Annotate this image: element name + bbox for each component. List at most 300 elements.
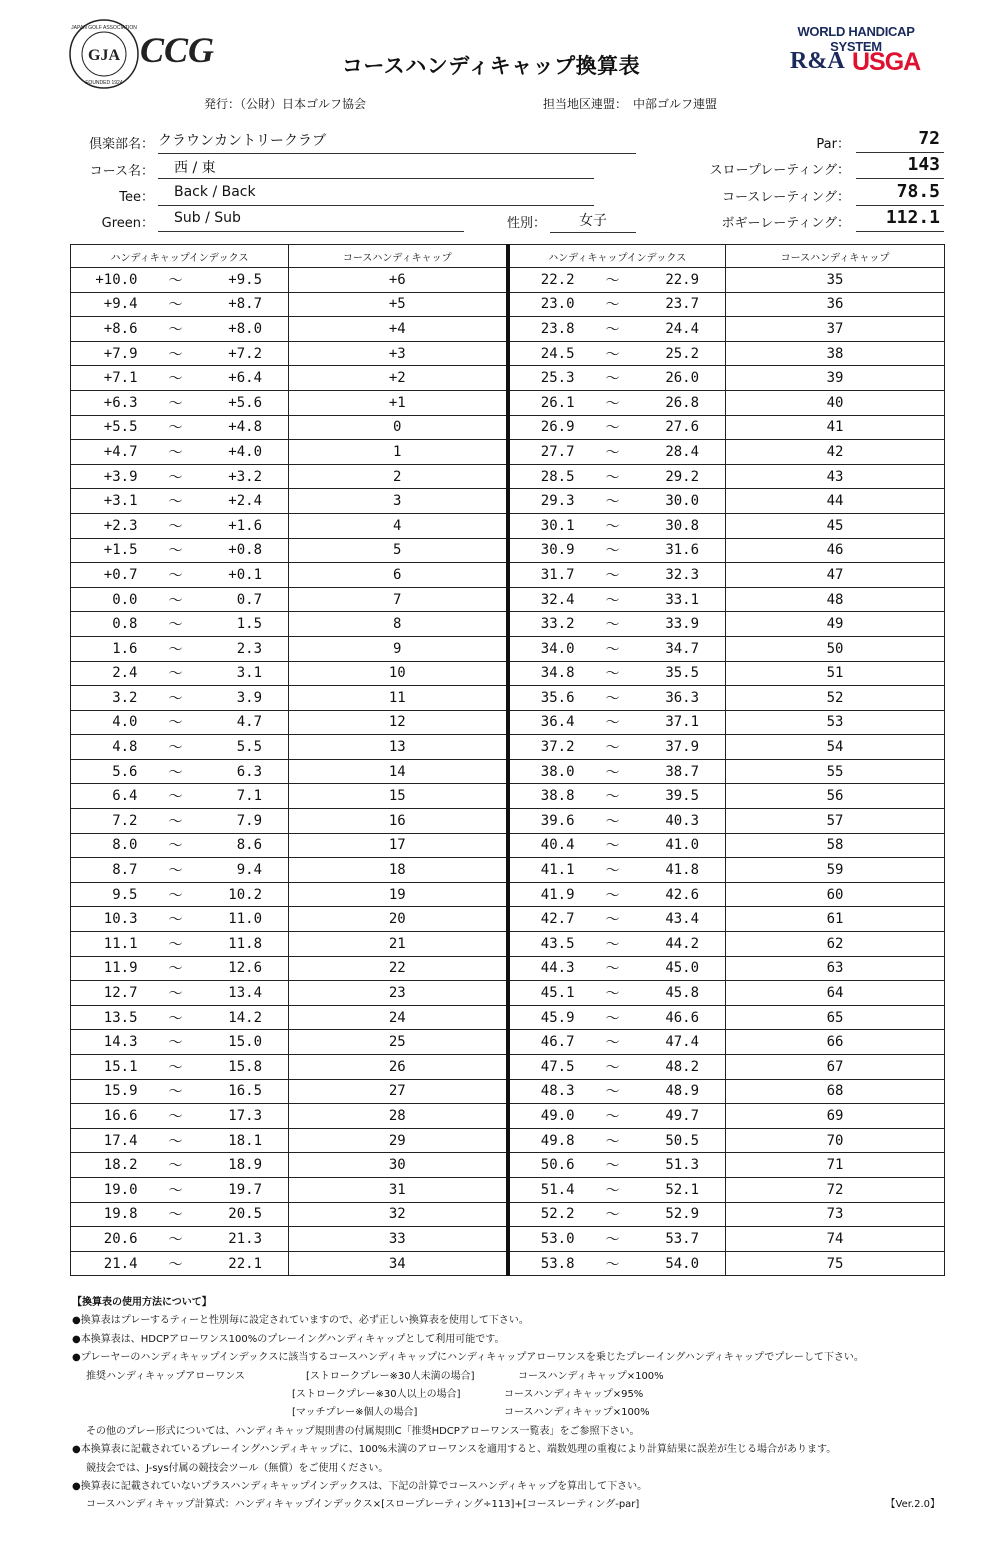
- hi-to-cell: 23.7: [643, 292, 726, 317]
- range-tilde: ～: [146, 612, 206, 637]
- range-tilde: ～: [583, 759, 643, 784]
- course-handicap-cell: 23: [289, 981, 508, 1006]
- hi-from-cell: 29.3: [508, 489, 583, 514]
- range-tilde: ～: [583, 1055, 643, 1080]
- course-handicap-cell: 62: [726, 932, 945, 957]
- hi-from-cell: 45.1: [508, 981, 583, 1006]
- course-handicap-cell: 54: [726, 735, 945, 760]
- course-handicap-cell: 4: [289, 513, 508, 538]
- table-row: [71, 735, 945, 760]
- course-handicap-cell: 2: [289, 464, 508, 489]
- table-row: [71, 268, 945, 293]
- hi-to-cell: 53.7: [643, 1227, 726, 1252]
- course-handicap-cell: 67: [726, 1055, 945, 1080]
- hi-from-cell: 18.2: [71, 1153, 146, 1178]
- table-row: [71, 390, 945, 415]
- hi-to-cell: +8.0: [206, 317, 289, 342]
- course-handicap-cell: 19: [289, 882, 508, 907]
- note-4: ●本換算表に記載されているプレーイングハンディキャップに、100%未満のアローワンスを適用すると、端数処理の重複により計算結果に誤差が生じる場合があります。: [72, 1444, 837, 1456]
- course-handicap-cell: 37: [726, 317, 945, 342]
- whs-logo-text: WORLD HANDICAP SYSTEM: [797, 24, 915, 54]
- slope-value: 143: [856, 154, 944, 179]
- range-tilde: ～: [146, 710, 206, 735]
- range-tilde: ～: [146, 882, 206, 907]
- bogey-rating-value: 112.1: [856, 207, 944, 232]
- range-tilde: ～: [146, 1005, 206, 1030]
- table-row: [71, 292, 945, 317]
- hi-to-cell: 32.3: [643, 563, 726, 588]
- svg-text:GJA: GJA: [88, 47, 120, 64]
- range-tilde: ～: [583, 317, 643, 342]
- table-row: [71, 1202, 945, 1227]
- hi-from-cell: 37.2: [508, 735, 583, 760]
- hi-from-cell: 11.1: [71, 932, 146, 957]
- hi-from-cell: +1.5: [71, 538, 146, 563]
- hi-to-cell: 1.5: [206, 612, 289, 637]
- hi-to-cell: 24.4: [643, 317, 726, 342]
- allowance-case-1: [ストロークプレー※30人未満の場合]: [306, 1370, 475, 1382]
- range-tilde: ～: [146, 1177, 206, 1202]
- hi-to-cell: 22.9: [643, 268, 726, 293]
- hi-to-cell: 5.5: [206, 735, 289, 760]
- hi-from-cell: 51.4: [508, 1177, 583, 1202]
- course-handicap-cell: 52: [726, 686, 945, 711]
- hi-from-cell: 2.4: [71, 661, 146, 686]
- district: 担当地区連盟： 中部ゴルフ連盟: [543, 97, 718, 111]
- course-handicap-cell: 73: [726, 1202, 945, 1227]
- table-row: [71, 612, 945, 637]
- hi-to-cell: 18.9: [206, 1153, 289, 1178]
- allowance-value-2: コースハンディキャップ×95%: [504, 1389, 644, 1401]
- hi-from-cell: 12.7: [71, 981, 146, 1006]
- course-handicap-cell: 27: [289, 1079, 508, 1104]
- hi-from-cell: 16.6: [71, 1104, 146, 1129]
- range-tilde: ～: [146, 513, 206, 538]
- hi-from-cell: 35.6: [508, 686, 583, 711]
- hi-from-cell: +3.1: [71, 489, 146, 514]
- hi-from-cell: 26.1: [508, 390, 583, 415]
- hi-to-cell: 10.2: [206, 882, 289, 907]
- range-tilde: ～: [583, 268, 643, 293]
- hi-to-cell: 17.3: [206, 1104, 289, 1129]
- hi-from-cell: 30.9: [508, 538, 583, 563]
- hi-from-cell: +9.4: [71, 292, 146, 317]
- range-tilde: ～: [583, 464, 643, 489]
- range-tilde: ～: [583, 1005, 643, 1030]
- range-tilde: ～: [146, 735, 206, 760]
- header-hi-left: ハンディキャップインデックス: [71, 245, 289, 268]
- course-handicap-cell: 61: [726, 907, 945, 932]
- hi-from-cell: 8.7: [71, 858, 146, 883]
- table-row: [71, 538, 945, 563]
- hi-from-cell: 49.8: [508, 1128, 583, 1153]
- table-header: [71, 245, 945, 268]
- range-tilde: ～: [583, 341, 643, 366]
- course-handicap-cell: 56: [726, 784, 945, 809]
- course-handicap-cell: 43: [726, 464, 945, 489]
- course-handicap-cell: 12: [289, 710, 508, 735]
- hi-from-cell: 41.9: [508, 882, 583, 907]
- hi-to-cell: 15.0: [206, 1030, 289, 1055]
- hi-to-cell: 7.1: [206, 784, 289, 809]
- course-handicap-cell: 39: [726, 366, 945, 391]
- range-tilde: ～: [146, 317, 206, 342]
- allowance-case-3: [マッチプレー※個人の場合]: [292, 1407, 418, 1419]
- course-handicap-cell: 1: [289, 440, 508, 465]
- course-handicap-cell: 51: [726, 661, 945, 686]
- range-tilde: ～: [146, 341, 206, 366]
- range-tilde: ～: [146, 759, 206, 784]
- table-row: [71, 366, 945, 391]
- hi-from-cell: 33.2: [508, 612, 583, 637]
- hi-from-cell: 10.3: [71, 907, 146, 932]
- hi-from-cell: 30.1: [508, 513, 583, 538]
- hi-from-cell: 1.6: [71, 636, 146, 661]
- hi-to-cell: 33.1: [643, 587, 726, 612]
- hi-from-cell: 49.0: [508, 1104, 583, 1129]
- range-tilde: ～: [583, 563, 643, 588]
- range-tilde: ～: [146, 784, 206, 809]
- course-handicap-cell: +3: [289, 341, 508, 366]
- hi-to-cell: +5.6: [206, 390, 289, 415]
- hi-to-cell: 30.8: [643, 513, 726, 538]
- hi-from-cell: 5.6: [71, 759, 146, 784]
- hi-to-cell: 27.6: [643, 415, 726, 440]
- table-row: [71, 513, 945, 538]
- course-handicap-cell: 6: [289, 563, 508, 588]
- course-handicap-cell: 36: [726, 292, 945, 317]
- course-handicap-cell: 9: [289, 636, 508, 661]
- table-row: [71, 1055, 945, 1080]
- course-handicap-cell: 38: [726, 341, 945, 366]
- table-row: [71, 1153, 945, 1178]
- course-handicap-cell: 68: [726, 1079, 945, 1104]
- ra-logo-text: R&A: [790, 48, 845, 74]
- table-row: [71, 858, 945, 883]
- course-handicap-cell: 28: [289, 1104, 508, 1129]
- table-row: [71, 341, 945, 366]
- course-handicap-cell: 50: [726, 636, 945, 661]
- hi-to-cell: 51.3: [643, 1153, 726, 1178]
- course-handicap-cell: 71: [726, 1153, 945, 1178]
- hi-to-cell: 19.7: [206, 1177, 289, 1202]
- hi-to-cell: 26.0: [643, 366, 726, 391]
- hi-to-cell: 47.4: [643, 1030, 726, 1055]
- course-handicap-cell: 35: [726, 268, 945, 293]
- hi-from-cell: 6.4: [71, 784, 146, 809]
- hi-from-cell: 53.8: [508, 1251, 583, 1276]
- hi-to-cell: 40.3: [643, 809, 726, 834]
- range-tilde: ～: [146, 636, 206, 661]
- hi-to-cell: 48.9: [643, 1079, 726, 1104]
- hi-to-cell: 29.2: [643, 464, 726, 489]
- range-tilde: ～: [583, 1128, 643, 1153]
- hi-from-cell: +8.6: [71, 317, 146, 342]
- course-handicap-cell: +4: [289, 317, 508, 342]
- table-row: [71, 563, 945, 588]
- hi-from-cell: 3.2: [71, 686, 146, 711]
- hi-from-cell: 46.7: [508, 1030, 583, 1055]
- hi-from-cell: 34.0: [508, 636, 583, 661]
- hi-from-cell: 44.3: [508, 956, 583, 981]
- course-handicap-cell: 48: [726, 587, 945, 612]
- hi-to-cell: 28.4: [643, 440, 726, 465]
- hi-from-cell: 19.0: [71, 1177, 146, 1202]
- hi-to-cell: +0.8: [206, 538, 289, 563]
- hi-to-cell: 42.6: [643, 882, 726, 907]
- hi-to-cell: 11.8: [206, 932, 289, 957]
- range-tilde: ～: [146, 661, 206, 686]
- range-tilde: ～: [583, 1079, 643, 1104]
- hi-from-cell: 34.8: [508, 661, 583, 686]
- conversion-table: [70, 244, 945, 1276]
- course-handicap-cell: 41: [726, 415, 945, 440]
- hi-to-cell: +4.8: [206, 415, 289, 440]
- table-row: [71, 784, 945, 809]
- range-tilde: ～: [583, 661, 643, 686]
- range-tilde: ～: [583, 932, 643, 957]
- hi-to-cell: 11.0: [206, 907, 289, 932]
- hi-from-cell: 4.0: [71, 710, 146, 735]
- table-row: [71, 1251, 945, 1276]
- course-handicap-cell: +6: [289, 268, 508, 293]
- hi-to-cell: +3.2: [206, 464, 289, 489]
- hi-to-cell: 37.9: [643, 735, 726, 760]
- tee-value: Back / Back: [158, 184, 594, 206]
- range-tilde: ～: [146, 981, 206, 1006]
- course-handicap-cell: 60: [726, 882, 945, 907]
- hi-to-cell: 21.3: [206, 1227, 289, 1252]
- range-tilde: ～: [583, 735, 643, 760]
- hi-to-cell: 43.4: [643, 907, 726, 932]
- allowance-case-2: [ストロークプレー※30人以上の場合]: [292, 1389, 461, 1401]
- hi-to-cell: 14.2: [206, 1005, 289, 1030]
- course-handicap-cell: 45: [726, 513, 945, 538]
- note-2: ●本換算表は、HDCPアローワンス100%のプレーイングハンディキャップとして利用可能です。: [72, 1333, 505, 1345]
- course-label: コース名：: [89, 164, 154, 179]
- hi-from-cell: 36.4: [508, 710, 583, 735]
- course-handicap-cell: 72: [726, 1177, 945, 1202]
- hi-from-cell: 25.3: [508, 366, 583, 391]
- table-row: [71, 317, 945, 342]
- hi-to-cell: 46.6: [643, 1005, 726, 1030]
- hi-from-cell: 45.9: [508, 1005, 583, 1030]
- hi-from-cell: 38.0: [508, 759, 583, 784]
- course-handicap-cell: 59: [726, 858, 945, 883]
- course-value: 西 / 東: [158, 157, 594, 179]
- allowance-row-2: [72, 1386, 952, 1404]
- course-handicap-cell: 32: [289, 1202, 508, 1227]
- hi-from-cell: +4.7: [71, 440, 146, 465]
- course-handicap-cell: 55: [726, 759, 945, 784]
- course-handicap-cell: 21: [289, 932, 508, 957]
- hi-from-cell: +7.1: [71, 366, 146, 391]
- range-tilde: ～: [146, 464, 206, 489]
- range-tilde: ～: [146, 686, 206, 711]
- hi-from-cell: 11.9: [71, 956, 146, 981]
- hi-to-cell: 26.8: [643, 390, 726, 415]
- hi-to-cell: 52.1: [643, 1177, 726, 1202]
- course-handicap-cell: 29: [289, 1128, 508, 1153]
- usga-logo-text: USGA: [852, 48, 921, 76]
- hi-to-cell: 44.2: [643, 932, 726, 957]
- table-row: [71, 833, 945, 858]
- table-row: [71, 686, 945, 711]
- range-tilde: ～: [583, 686, 643, 711]
- range-tilde: ～: [146, 390, 206, 415]
- hi-from-cell: +6.3: [71, 390, 146, 415]
- svg-text:JAPAN GOLF ASSOCIATION: JAPAN GOLF ASSOCIATION: [71, 25, 137, 31]
- course-handicap-cell: 70: [726, 1128, 945, 1153]
- allowance-label: 推奨ハンディキャップアローワンス: [86, 1370, 245, 1382]
- range-tilde: ～: [583, 440, 643, 465]
- hi-to-cell: 45.8: [643, 981, 726, 1006]
- range-tilde: ～: [146, 538, 206, 563]
- table-row: [71, 587, 945, 612]
- range-tilde: ～: [583, 1153, 643, 1178]
- hi-from-cell: 14.3: [71, 1030, 146, 1055]
- table-row: [71, 464, 945, 489]
- course-handicap-cell: 74: [726, 1227, 945, 1252]
- range-tilde: ～: [583, 858, 643, 883]
- hi-to-cell: 22.1: [206, 1251, 289, 1276]
- range-tilde: ～: [583, 415, 643, 440]
- range-tilde: ～: [583, 612, 643, 637]
- table-row: [71, 1227, 945, 1252]
- range-tilde: ～: [583, 1177, 643, 1202]
- hi-to-cell: 39.5: [643, 784, 726, 809]
- hi-to-cell: 33.9: [643, 612, 726, 637]
- allowance-row-3: [72, 1404, 952, 1422]
- hi-from-cell: 23.8: [508, 317, 583, 342]
- hi-from-cell: 32.4: [508, 587, 583, 612]
- range-tilde: ～: [583, 882, 643, 907]
- course-handicap-cell: 16: [289, 809, 508, 834]
- hi-from-cell: 24.5: [508, 341, 583, 366]
- hi-to-cell: +0.1: [206, 563, 289, 588]
- range-tilde: ～: [146, 366, 206, 391]
- club-label: 倶楽部名：: [88, 137, 154, 152]
- header-ch-left: コースハンディキャップ: [289, 245, 508, 268]
- course-handicap-cell: 75: [726, 1251, 945, 1276]
- hi-to-cell: 12.6: [206, 956, 289, 981]
- header-ch-right: コースハンディキャップ: [726, 245, 945, 268]
- range-tilde: ～: [583, 1030, 643, 1055]
- table-row: [71, 882, 945, 907]
- hi-to-cell: +8.7: [206, 292, 289, 317]
- course-handicap-cell: +2: [289, 366, 508, 391]
- range-tilde: ～: [146, 587, 206, 612]
- hi-to-cell: 48.2: [643, 1055, 726, 1080]
- range-tilde: ～: [583, 366, 643, 391]
- course-handicap-cell: 5: [289, 538, 508, 563]
- course-handicap-cell: 18: [289, 858, 508, 883]
- table-row: [71, 1079, 945, 1104]
- allowance-value-1: コースハンディキャップ×100%: [518, 1370, 664, 1382]
- svg-text:CCG: CCG: [139, 30, 215, 70]
- hi-from-cell: 15.1: [71, 1055, 146, 1080]
- course-handicap-cell: +1: [289, 390, 508, 415]
- course-handicap-cell: 24: [289, 1005, 508, 1030]
- hi-from-cell: 38.8: [508, 784, 583, 809]
- table-row: [71, 981, 945, 1006]
- hi-to-cell: 16.5: [206, 1079, 289, 1104]
- hi-to-cell: 41.8: [643, 858, 726, 883]
- range-tilde: ～: [583, 636, 643, 661]
- hi-to-cell: +9.5: [206, 268, 289, 293]
- table-row: [71, 1005, 945, 1030]
- par-label: Par：: [816, 137, 850, 152]
- range-tilde: ～: [146, 1055, 206, 1080]
- course-rating-value: 78.5: [856, 181, 944, 206]
- range-tilde: ～: [583, 538, 643, 563]
- course-handicap-cell: 42: [726, 440, 945, 465]
- course-handicap-cell: 8: [289, 612, 508, 637]
- hi-to-cell: +2.4: [206, 489, 289, 514]
- course-handicap-cell: 14: [289, 759, 508, 784]
- hi-from-cell: 40.4: [508, 833, 583, 858]
- tee-label: Tee：: [119, 190, 154, 205]
- course-handicap-cell: 40: [726, 390, 945, 415]
- hi-to-cell: 6.3: [206, 759, 289, 784]
- gender-label: 性別：: [506, 216, 546, 231]
- range-tilde: ～: [583, 1251, 643, 1276]
- course-handicap-cell: 46: [726, 538, 945, 563]
- hi-to-cell: +6.4: [206, 366, 289, 391]
- svg-text:FOUNDED 1924: FOUNDED 1924: [85, 80, 123, 86]
- range-tilde: ～: [146, 833, 206, 858]
- hi-to-cell: 0.7: [206, 587, 289, 612]
- allowance-row-1: [72, 1368, 952, 1386]
- note-4b: 競技会では、J-sys付属の競技会ツール（無償）をご使用ください。: [86, 1462, 389, 1474]
- course-handicap-cell: 20: [289, 907, 508, 932]
- hi-to-cell: 3.9: [206, 686, 289, 711]
- course-handicap-cell: 47: [726, 563, 945, 588]
- range-tilde: ～: [583, 1227, 643, 1252]
- hi-to-cell: 54.0: [643, 1251, 726, 1276]
- hi-to-cell: +7.2: [206, 341, 289, 366]
- hi-to-cell: 7.9: [206, 809, 289, 834]
- notes-heading: 【換算表の使用方法について】: [72, 1297, 212, 1308]
- table-row: [71, 759, 945, 784]
- hi-from-cell: 21.4: [71, 1251, 146, 1276]
- hi-from-cell: 0.0: [71, 587, 146, 612]
- hi-from-cell: 17.4: [71, 1128, 146, 1153]
- hi-to-cell: 3.1: [206, 661, 289, 686]
- course-handicap-cell: 64: [726, 981, 945, 1006]
- hi-from-cell: 41.1: [508, 858, 583, 883]
- hi-from-cell: 43.5: [508, 932, 583, 957]
- course-handicap-cell: 10: [289, 661, 508, 686]
- range-tilde: ～: [583, 513, 643, 538]
- hi-from-cell: +10.0: [71, 268, 146, 293]
- hi-from-cell: 4.8: [71, 735, 146, 760]
- range-tilde: ～: [583, 1202, 643, 1227]
- hi-from-cell: +2.3: [71, 513, 146, 538]
- hi-to-cell: 18.1: [206, 1128, 289, 1153]
- hi-to-cell: 49.7: [643, 1104, 726, 1129]
- course-handicap-cell: 13: [289, 735, 508, 760]
- hi-from-cell: 20.6: [71, 1227, 146, 1252]
- table-row: [71, 932, 945, 957]
- course-handicap-cell: 66: [726, 1030, 945, 1055]
- green-label: Green：: [101, 216, 154, 231]
- hi-to-cell: 34.7: [643, 636, 726, 661]
- course-handicap-cell: 7: [289, 587, 508, 612]
- range-tilde: ～: [583, 1104, 643, 1129]
- range-tilde: ～: [583, 809, 643, 834]
- note-1: ●換算表はプレーするティーと性別毎に設定されていますので、必ず正しい換算表を使用して下さい。: [72, 1315, 529, 1327]
